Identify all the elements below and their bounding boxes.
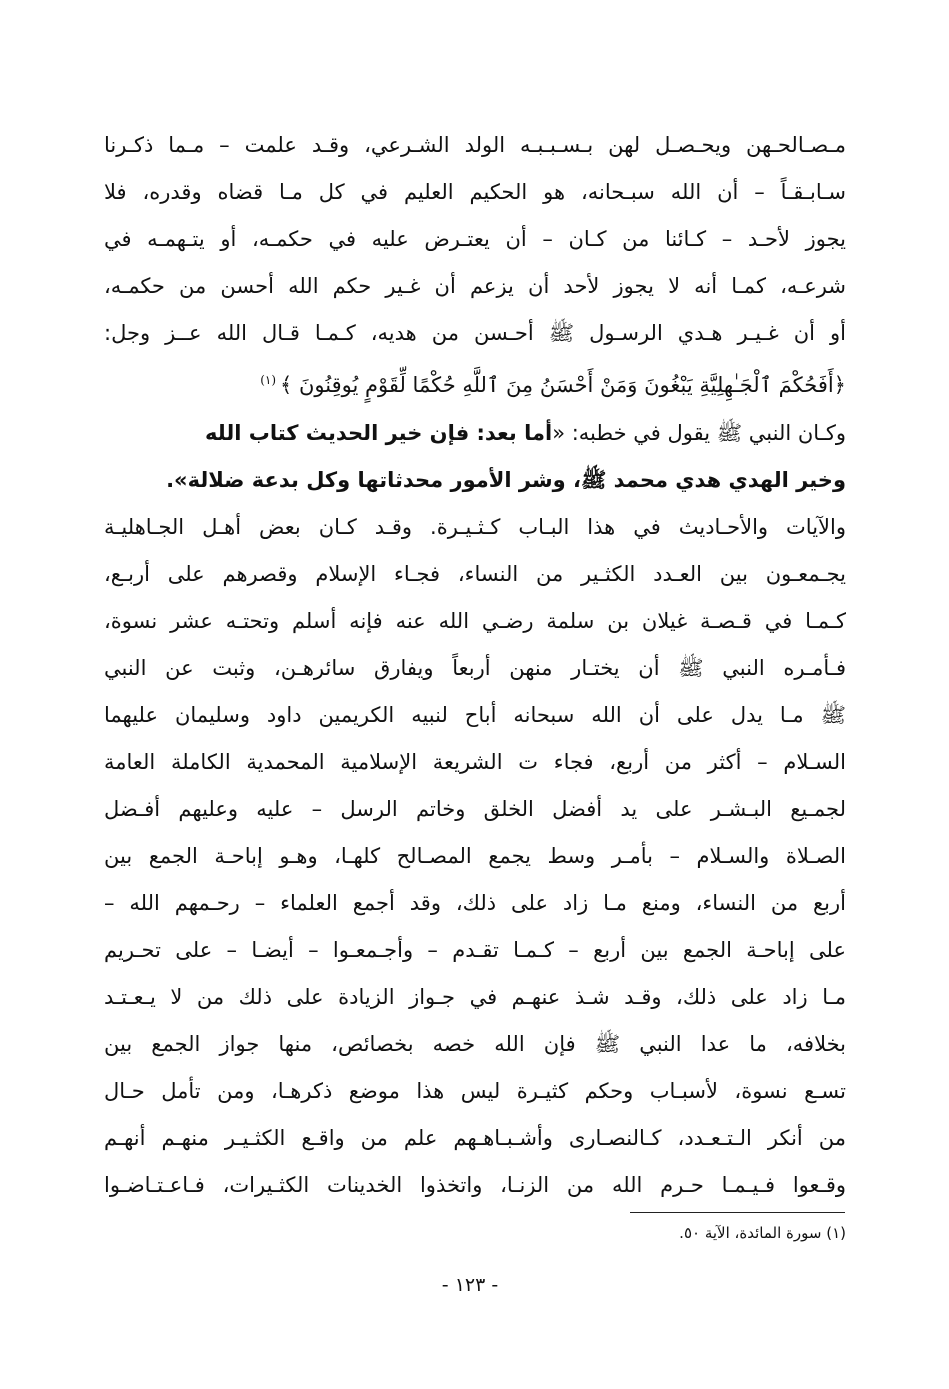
- text-line: بخلافه، ما عدا النبي ﷺ فإن الله خصه بخصائص، منها جواز الجمع بين: [104, 1032, 846, 1056]
- text-line: السـلام – أكثر من أربع، فجاء ت الشريعة الإسلامية المحمدية الكاملة العامة: [104, 750, 846, 774]
- footnote: (١) سورة المائدة، الآية ٥٠.: [679, 1224, 846, 1242]
- text-line: مـصـالحـهن ويحـصـل لهن بـسـبـبـه الولد الشـرعي، وقـد علمت – مـما ذكـرنا: [104, 133, 846, 157]
- text-line: وقـعوا فـيـمـا حـرم الله من الزنـا، واتخذوا الخدينات الكثـيرات، فـاعـتـاضـوا: [104, 1173, 846, 1197]
- text-line: [104, 410, 846, 457]
- text-line: تسـع نسوة، لأسبـاب وحكم كثيـرة ليس هذا موضع ذكرهـا، ومن تأمل حـال: [104, 1079, 846, 1103]
- text-line: الصـلاة والسـلام – بأمـر وسط يجمع المصـالح كلهـا، وهـو إباحـة الجمع بين: [104, 844, 846, 868]
- verse-text: ﴿أَفَحُكْمَ ٱلْجَـٰهِلِيَّةِ يَبْغُونَ وَمَنْ أَحْسَنُ مِنَ ٱللَّهِ حُكْمًا لِّقَوْمٍ يُوقِنُونَ ﴾: [280, 373, 846, 397]
- text-line: مـا زاد على ذلك، وقـد شـذ عنهـم في جـواز الزيادة على ذلك من لا يـعـتـد: [104, 985, 846, 1009]
- text-line: فـأمـره النبي ﷺ أن يختـار منهن أربعاً ويفارق سائرهـن، وثبت عن النبي: [104, 656, 846, 680]
- text-line: والآيات والأحـاديث في هذا البـاب كـثـيـرة. وقـد كـان بعض أهـل الجـاهليـة: [104, 515, 846, 539]
- text-run: وكـان النبي ﷺ يقول في خطبه: «: [552, 421, 846, 445]
- page-number: - ١٢٣ -: [441, 1274, 499, 1296]
- text-line: أو أن غـيـر هـدي الرسـول ﷺ أحـسن من هديه، كـمـا قـال الله عــز وجل:: [104, 321, 846, 345]
- text-line: ﷺ مـا يدل على أن الله سبحانه أباح لنبيه الكريمين داود وسليمان عليهما: [104, 703, 846, 727]
- text-line: أربع من النساء، ومنع مـا زاد على ذلك، وقد أجمع العلماء – رحـمهم الله –: [104, 891, 846, 915]
- text-line: يجـمعـون بين العـدد الكثـير من النساء، فجـاء الإسلام وقصرهم على أربـع،: [104, 562, 846, 586]
- hadith-text: وخير الهدي هدي محمد ﷺ، وشر الأمور محدثاتها وكل بدعة ضلالة»: [174, 468, 846, 492]
- text-line: سـابـقـاً – أن الله سبـحانه، هو الحكيم العليم في كل مـا قضاه وقدره، فلا: [104, 180, 846, 204]
- text-line: على إباحـة الجمع بين أربع – كـمـا تقـدم – وأجـمعـوا – أيضـا – على تحـريم: [104, 938, 846, 962]
- footnote-marker: (١): [260, 373, 277, 387]
- text-line: شرعـه، كمـا أنه لا يجوز لأحد أن يزعم أن غـير حكم الله أحسن من حكمـه،: [104, 274, 846, 298]
- hadith-text: أما بعد: فإن خير الحديث كتاب الله: [205, 421, 553, 445]
- text-line: من أنكر الـتـعـدد، كـالنصـارى وأشـبـاهـهم علم من واقـع الكثـيـر منهـم أنهـم: [104, 1126, 846, 1150]
- sentence-end: .: [166, 468, 175, 492]
- text-line: لجمـيع البـشـر على يد أفضل الخلق وخاتم الرسل – عليه وعليهم أفـضل: [104, 797, 846, 821]
- footnote-divider: [630, 1212, 845, 1213]
- text-line: كـمـا في قـصـة غيلان بن سلمة رضـي الله عنه فإنه أسلم وتحتـه عشر نسوة،: [104, 609, 846, 633]
- text-line: يجوز لأحـد – كـائنا من كـان – أن يعتـرض عليه في حكمـه، أو يتـهمـه في: [104, 227, 846, 251]
- text-line: [104, 457, 846, 504]
- main-text: [104, 122, 846, 1209]
- quran-verse: [104, 357, 846, 404]
